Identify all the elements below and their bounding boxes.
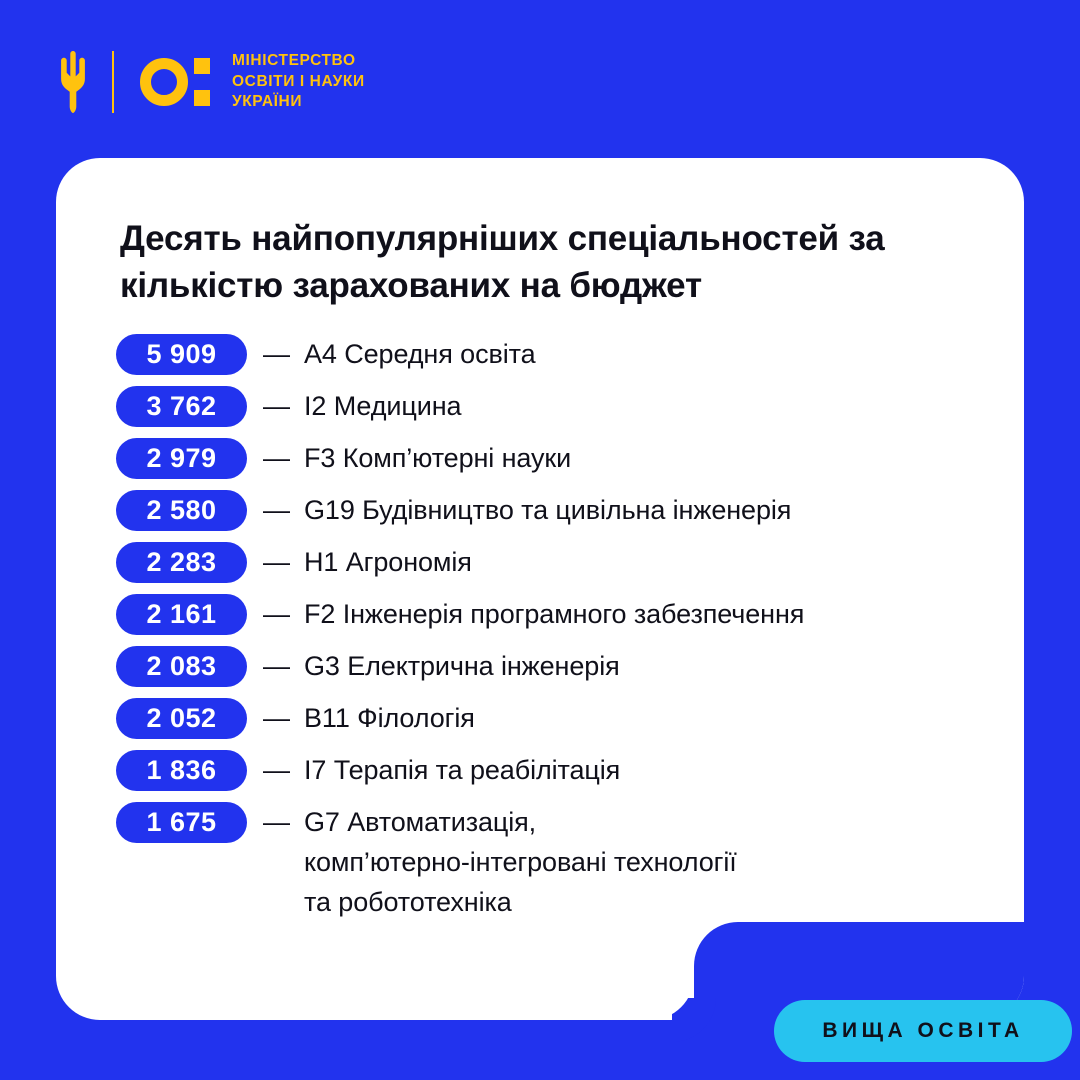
logo-divider [112,51,114,113]
enrollment-count-badge: 2 580 [116,490,247,531]
mon-o-colon-logo-icon [140,58,210,106]
category-badge: ВИЩА ОСВІТА [774,1000,1072,1062]
specialty-label: H1 Агрономія [304,547,472,577]
specialty-label: I7 Терапія та реабілітація [304,755,621,785]
list-item [116,802,1016,922]
row-dash: — [263,755,290,785]
enrollment-count-badge: 2 979 [116,438,247,479]
enrollment-count-badge: 2 083 [116,646,247,687]
ministry-name-line-3: УКРАЇНИ [232,93,303,111]
enrollment-count-badge: 1 836 [116,750,247,791]
specialties-list [116,334,1016,933]
specialty-label: G19 Будівництво та цивільна інженерія [304,495,792,525]
list-item [116,750,1016,791]
list-item [116,646,1016,687]
list-item [116,334,1016,375]
ministry-name-line-2: ОСВІТИ І НАУКИ [232,72,365,90]
row-dash: — [263,703,290,733]
logo-o-shape [140,58,188,106]
ukraine-trident-icon [56,51,90,113]
list-item [116,438,1016,479]
page-title: Десять найпопулярніших спеціальностей за кількістю зарахованих на бюджет [120,219,885,305]
row-dash: — [263,443,290,473]
row-dash: — [263,599,290,629]
enrollment-count-badge: 2 052 [116,698,247,739]
enrollment-count-badge: 2 283 [116,542,247,583]
specialty-label-line-2: комп’ютерно-інтегровані технології [304,847,737,877]
specialty-label: F2 Інженерія програмного забезпечення [304,599,805,629]
list-item [116,594,1016,635]
ministry-name-line-1: МІНІСТЕРСТВО [232,52,356,70]
row-dash: — [263,339,290,369]
enrollment-count-badge: 2 161 [116,594,247,635]
ministry-logo-header [56,44,365,120]
specialty-label [304,802,737,922]
enrollment-count-badge: 3 762 [116,386,247,427]
list-item [116,542,1016,583]
specialty-label: F3 Комп’ютерні науки [304,443,572,473]
enrollment-count-badge: 1 675 [116,802,247,843]
content-card [56,158,1024,1020]
logo-colon-shape [194,58,210,106]
row-dash: — [263,547,290,577]
ministry-name [232,51,365,113]
row-dash: — [263,391,290,421]
list-item [116,698,1016,739]
list-item [116,490,1016,531]
specialty-label: G3 Електрична інженерія [304,651,620,681]
specialty-label: A4 Середня освіта [304,339,536,369]
specialty-label: B11 Філологія [304,703,475,733]
specialty-label-line-1: G7 Автоматизація, [304,807,537,837]
row-dash: — [263,807,290,837]
row-dash: — [263,651,290,681]
list-item [116,386,1016,427]
row-dash: — [263,495,290,525]
specialty-label-line-3: та робототехніка [304,887,512,917]
specialty-label: I2 Медицина [304,391,462,421]
enrollment-count-badge: 5 909 [116,334,247,375]
